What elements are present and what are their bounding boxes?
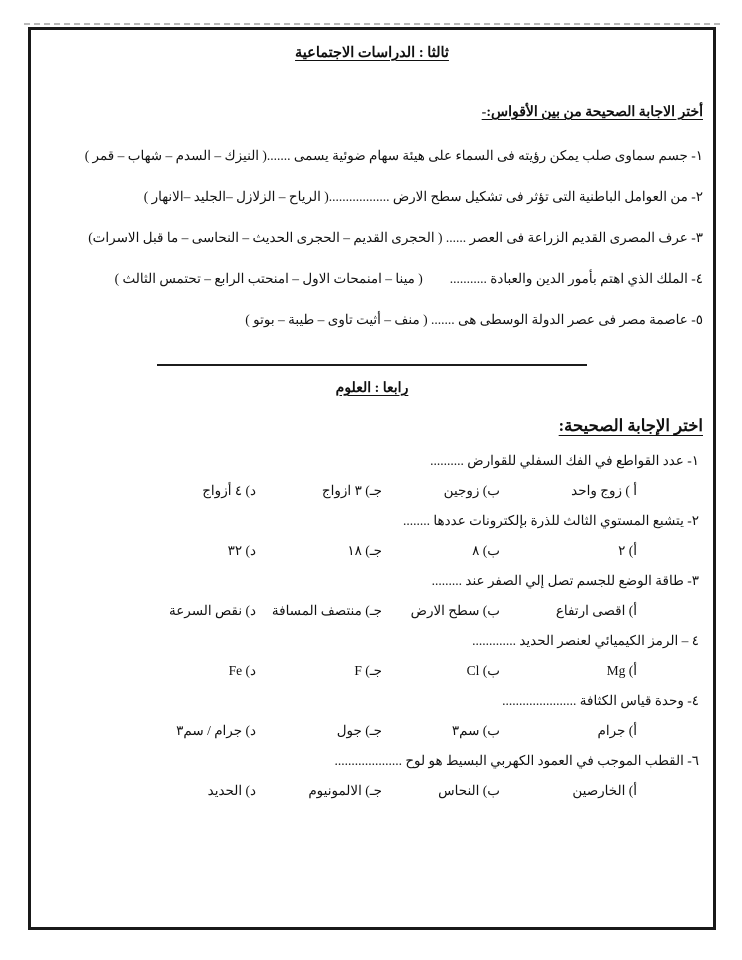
science-question-3-options <box>37 602 707 619</box>
option-d: د) Fe <box>228 663 256 678</box>
option-c: جـ) الالمونيوم <box>308 783 382 798</box>
social-question-3: ٣- عرف المصرى القديم الزراعة فى العصر ...... ( الحجرى القديم – الحجرى الحديث – النحاسى – ما قبل الاسرات) <box>88 230 703 245</box>
option-d: د) ٣٢ <box>227 543 256 558</box>
science-question-1: ١- عدد القواطع في الفك السفلي للقوارض .......... <box>430 453 699 468</box>
section-title-science: رابعا : العلوم <box>335 381 409 396</box>
option-a: أ) الخارصين <box>572 783 637 798</box>
science-instruction-heading: اختر الإجابة الصحيحة: <box>558 416 703 435</box>
science-question-5: ٤- وحدة قياس الكثافة ...................... <box>502 693 699 708</box>
option-c: جـ) جول <box>336 723 382 738</box>
option-b: ب) Cl <box>466 663 500 678</box>
option-c: جـ) ٣ ازواج <box>321 483 382 498</box>
science-question-4-options <box>37 662 707 679</box>
option-c: جـ) منتصف المسافة <box>271 603 382 618</box>
science-question-3: ٣- طاقة الوضع للجسم تصل إلي الصفر عند ......... <box>431 573 699 588</box>
science-question-2-options <box>37 542 707 559</box>
option-c: جـ) F <box>354 663 382 678</box>
option-a: أ) جرام <box>597 723 637 738</box>
social-questions-block <box>37 147 707 328</box>
science-question-6: ٦- القطب الموجب في العمود الكهربي البسيط هو لوح .................... <box>334 753 699 768</box>
option-d: د) نقص السرعة <box>168 603 256 618</box>
social-question-1: ١- جسم سماوى صلب يمكن رؤيته فى السماء على هيئة سهام ضوئية يسمى .......( النيزك – السدم – شهاب – قمر ) <box>84 148 703 163</box>
section-divider-line <box>157 364 587 366</box>
science-question-4: ٤ – الرمز الكيميائي لعنصر الحديد ............. <box>472 633 699 648</box>
option-b: ب) النحاس <box>438 783 500 798</box>
science-question-2: ٢- يتشبع المستوي الثالث للذرة بإلكترونات عددها ........ <box>403 513 699 528</box>
page-top-dashed-line <box>24 23 720 25</box>
option-a: أ) اقصى ارتفاع <box>555 603 637 618</box>
science-questions-block <box>37 452 707 799</box>
exam-sheet-frame <box>28 27 716 930</box>
option-b: ب) سم٣ <box>451 723 500 738</box>
science-question-5-options <box>37 722 707 739</box>
option-d: د) الحديد <box>207 783 256 798</box>
option-c: جـ) ١٨ <box>347 543 382 558</box>
social-instruction-heading: أختر الاجابة الصحيحة من بين الأقواس:- <box>481 105 703 120</box>
option-a: أ ) زوج واحد <box>571 483 637 498</box>
option-a: أ) Mg <box>606 663 637 678</box>
option-b: ب) ٨ <box>472 543 500 558</box>
science-question-6-options <box>37 782 707 799</box>
option-b: ب) سطح الارض <box>410 603 500 618</box>
option-a: أ) ٢ <box>618 543 637 558</box>
section-title-social-studies: ثالثا : الدراسات الاجتماعية <box>295 45 449 61</box>
option-d: د) ٤ أزواج <box>202 483 256 498</box>
option-d: د) جرام / سم٣ <box>176 723 256 738</box>
option-b: ب) زوجين <box>443 483 500 498</box>
science-question-1-options <box>37 482 707 499</box>
social-question-4: ٤- الملك الذي اهتم بأمور الدين والعبادة ........... ( مينا – امنمحات الاول – امنحتب الرابع – تحتمس الثالث ) <box>114 271 703 286</box>
social-question-5: ٥- عاصمة مصر فى عصر الدولة الوسطى هى ....... ( منف – أثيت تاوى – طيبة – بوتو ) <box>245 312 703 327</box>
social-question-2: ٢- من العوامل الباطنية التى تؤثر فى تشكيل سطح الارض ..................( الرياح – الزلازل –الجليد –الانهار ) <box>143 189 703 204</box>
